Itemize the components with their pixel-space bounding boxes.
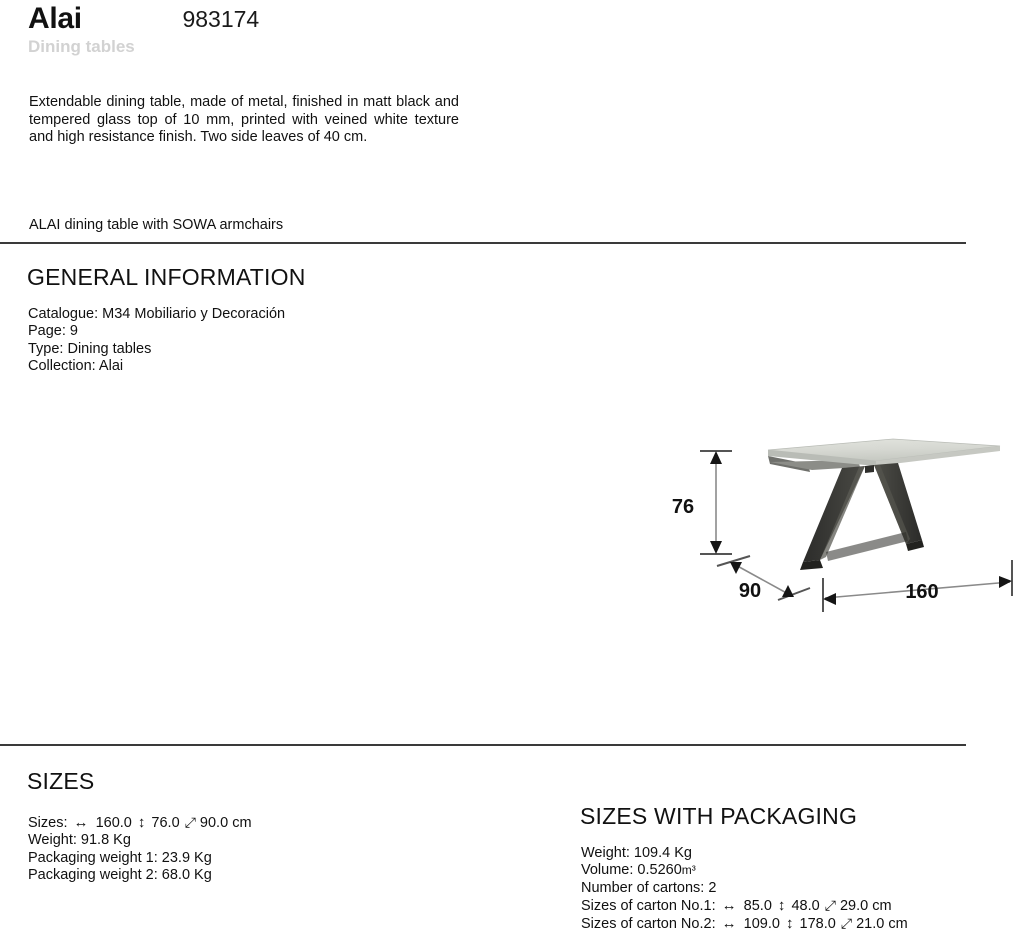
width-arrow-icon: ↔ (721, 915, 737, 933)
list-item: Catalogue: M34 Mobiliario y Decoración (28, 306, 286, 322)
packaging-weight-1-line: Packaging weight 1: 23.9 Kg (28, 849, 212, 866)
table-leg-center-beam (865, 465, 874, 473)
page-title: Alai (28, 2, 82, 35)
arrowhead-down (710, 541, 722, 554)
packaging-heading: SIZES WITH PACKAGING (580, 803, 858, 829)
depth-arrow-icon: ⤢ (824, 896, 836, 913)
packaging-cartons-line: Number of cartons: 2 (581, 879, 717, 896)
sizes-weight-line: Weight: 91.8 Kg (28, 832, 131, 849)
height-arrow-icon: ↕ (785, 915, 794, 933)
image-caption: ALAI dining table with SOWA armchairs (29, 217, 284, 233)
dimension-width (823, 560, 1012, 612)
sizes-heading: SIZES (27, 768, 95, 794)
section-divider-top (0, 242, 966, 244)
sizes-list (28, 814, 252, 884)
product-subtitle: Dining tables (28, 37, 135, 56)
list-item: Type: Dining tables (28, 340, 152, 357)
arrowhead-left (823, 593, 836, 605)
packaging-list (581, 845, 908, 933)
sizes-unit: cm (232, 815, 252, 831)
carton-2-height: 178.0 (799, 916, 836, 933)
carton-2-depth: 21.0 (856, 916, 885, 933)
general-information-list (28, 306, 285, 375)
technical-drawing (660, 420, 1020, 620)
list-item: Collection: Alai (28, 357, 124, 374)
packaging-weight-2-line: Packaging weight 2: 68.0 Kg (28, 866, 212, 883)
sizes-height-value: 76.0 (151, 815, 180, 831)
carton-1-depth: 29.0 (839, 897, 869, 914)
packaging-weight-line: Weight: 109.4 Kg (581, 845, 692, 861)
packaging-volume-unit: m³ (681, 863, 696, 878)
carton-1-height: 48.0 (791, 897, 820, 914)
list-item: Page: 9 (28, 323, 78, 340)
height-arrow-icon: ↕ (777, 896, 786, 914)
carton-1-line (581, 897, 908, 915)
product-description: Extendable dining table, made of metal, finished in matt black and tempered glass top of 10 mm, printed with veined white texture and high resistance finish. Two side leaves of 40 cm. (29, 94, 459, 146)
carton-2-line (581, 915, 908, 933)
carton-1-width: 85.0 (743, 897, 772, 914)
packaging-volume-value: Volume: 0.5260 (581, 862, 682, 879)
carton-2-unit: cm (888, 916, 908, 933)
product-header (28, 0, 988, 58)
depth-arrow-icon: ⤢ (184, 814, 196, 830)
dimension-label-depth: 90 (738, 580, 762, 602)
arrowhead-up (710, 451, 722, 464)
width-arrow-icon: ↔ (73, 814, 89, 831)
dimension-height (672, 451, 732, 554)
packaging-volume-line (581, 862, 908, 879)
arrowhead-right (999, 576, 1012, 588)
general-information-heading: GENERAL INFORMATION (27, 264, 306, 290)
carton-2-width: 109.0 (743, 916, 780, 933)
sizes-depth-value: 90.0 (199, 815, 229, 831)
extension-tick-far (778, 588, 810, 600)
sizes-dimensions-line (28, 814, 252, 832)
table-leg-stretcher (826, 532, 908, 561)
depth-arrow-icon: ⤢ (840, 915, 853, 932)
carton-2-label: Sizes of carton No.2: (581, 916, 716, 933)
dimension-depth (717, 556, 810, 602)
dimension-label-height: 76 (671, 496, 695, 518)
sizes-label: Sizes: (28, 815, 68, 831)
product-code: 983174 (182, 6, 260, 32)
table-illustration (768, 439, 1000, 570)
carton-1-label: Sizes of carton No.1: (581, 897, 716, 914)
section-divider-bottom (0, 744, 966, 746)
dimension-label-width: 160 (905, 581, 939, 603)
height-arrow-icon: ↕ (137, 814, 146, 831)
carton-1-unit: cm (872, 897, 892, 914)
width-arrow-icon: ↔ (721, 896, 737, 914)
sizes-width-value: 160.0 (95, 815, 132, 831)
